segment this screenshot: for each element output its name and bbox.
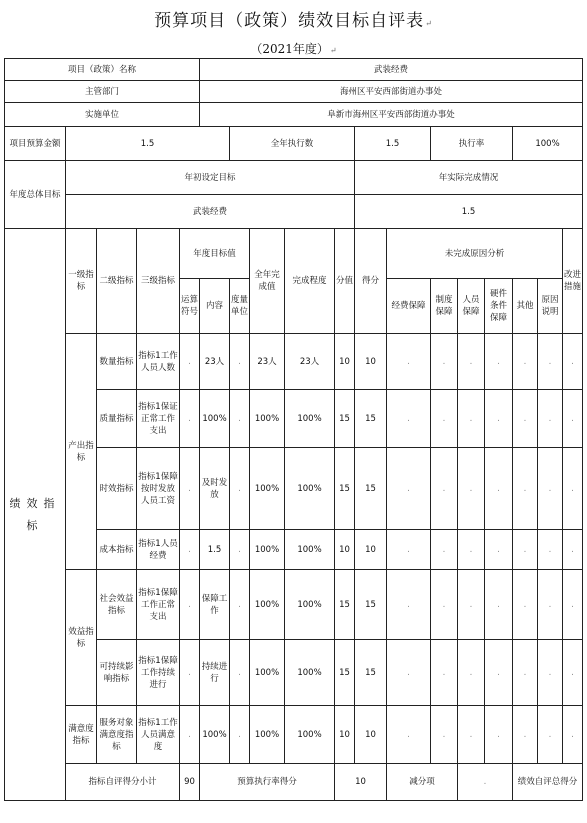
completion-cell: 100% — [285, 530, 335, 570]
actual-cell: 100% — [250, 530, 285, 570]
group-benefit: 效益指标 — [66, 570, 97, 706]
dept-value: 海州区平安西部街道办事处 — [200, 81, 583, 103]
reason-other-cell: . — [513, 448, 538, 530]
reason-system-cell: . — [431, 448, 458, 530]
header-content: 内容 — [200, 279, 230, 334]
score-cell: 15 — [355, 570, 387, 640]
reason-note-cell: . — [538, 334, 563, 390]
operator-cell: . — [180, 448, 200, 530]
header-reason-hardware: 硬件条件保障 — [485, 279, 513, 334]
weight-cell: 10 — [335, 706, 355, 764]
content-cell: 1.5 — [200, 530, 230, 570]
improve-cell: . — [563, 390, 583, 448]
score-cell: 15 — [355, 448, 387, 530]
improve-cell: . — [563, 448, 583, 530]
weight-cell: 15 — [335, 570, 355, 640]
level2-cell: 可持续影响指标 — [97, 640, 137, 706]
improve-cell: . — [563, 640, 583, 706]
header-unit: 度量单位 — [230, 279, 250, 334]
operator-cell: . — [180, 390, 200, 448]
header-reason-other: 其他 — [513, 279, 538, 334]
reason-staff-cell: . — [458, 530, 485, 570]
exec-rate-value: 100% — [513, 127, 583, 161]
completion-cell: 100% — [285, 390, 335, 448]
total-score-label: 绩效自评总得分 — [513, 764, 583, 801]
unit-cell: . — [230, 448, 250, 530]
header-improve: 改进措施 — [563, 229, 583, 334]
header-reason-funding: 经费保障 — [387, 279, 431, 334]
level3-cell: 指标1人员经费 — [137, 530, 180, 570]
reason-other-cell: . — [513, 334, 538, 390]
reason-note-cell: . — [538, 530, 563, 570]
actual-cell: 100% — [250, 448, 285, 530]
content-cell: 持续进行 — [200, 640, 230, 706]
initial-target-value: 武装经费 — [66, 195, 355, 229]
reason-system-cell: . — [431, 570, 458, 640]
content-cell: 及时发放 — [200, 448, 230, 530]
reason-staff-cell: . — [458, 334, 485, 390]
header-reasons: 未完成原因分析 — [387, 229, 563, 279]
reason-hardware-cell: . — [485, 640, 513, 706]
header-score: 得分 — [355, 229, 387, 334]
impl-unit-value: 阜新市海州区平安西部街道办事处 — [200, 103, 583, 127]
reason-note-cell: . — [538, 640, 563, 706]
reason-staff-cell: . — [458, 640, 485, 706]
reason-system-cell: . — [431, 390, 458, 448]
unit-cell: . — [230, 334, 250, 390]
reason-staff-cell: . — [458, 706, 485, 764]
header-operator: 运算符号 — [180, 279, 200, 334]
exec-rate-label: 执行率 — [431, 127, 513, 161]
actual-status-label: 年实际完成情况 — [355, 161, 583, 195]
header-reason-staff: 人员保障 — [458, 279, 485, 334]
unit-cell: . — [230, 570, 250, 640]
reason-hardware-cell: . — [485, 706, 513, 764]
actual-cell: 23人 — [250, 334, 285, 390]
header-level1: 一级指标 — [66, 229, 97, 334]
reason-system-cell: . — [431, 334, 458, 390]
header-level3: 三级指标 — [137, 229, 180, 334]
reason-staff-cell: . — [458, 448, 485, 530]
reason-hardware-cell: . — [485, 570, 513, 640]
reason-funding-cell: . — [387, 334, 431, 390]
level3-cell: 指标1保证正常工作支出 — [137, 390, 180, 448]
unit-cell: . — [230, 390, 250, 448]
project-name: 武装经费 — [200, 59, 583, 81]
level2-cell: 服务对象满意度指标 — [97, 706, 137, 764]
completion-cell: 100% — [285, 570, 335, 640]
reason-system-cell: . — [431, 530, 458, 570]
weight-cell: 15 — [335, 390, 355, 448]
content-cell: 23人 — [200, 334, 230, 390]
reason-staff-cell: . — [458, 570, 485, 640]
completion-cell: 100% — [285, 640, 335, 706]
level3-cell: 指标1工作人员满意度 — [137, 706, 180, 764]
completion-cell: 100% — [285, 706, 335, 764]
table-row — [5, 706, 583, 764]
reason-funding-cell: . — [387, 570, 431, 640]
level2-cell: 社会效益指标 — [97, 570, 137, 640]
subtotal-value: 90 — [180, 764, 200, 801]
reason-other-cell: . — [513, 530, 538, 570]
level2-cell: 成本指标 — [97, 530, 137, 570]
actual-cell: 100% — [250, 640, 285, 706]
score-cell: 10 — [355, 706, 387, 764]
reason-note-cell: . — [538, 706, 563, 764]
dept-label: 主管部门 — [5, 81, 200, 103]
reason-staff-cell: . — [458, 390, 485, 448]
improve-cell: . — [563, 334, 583, 390]
weight-cell: 15 — [335, 640, 355, 706]
table-row — [5, 334, 583, 390]
content-cell: 100% — [200, 390, 230, 448]
reason-funding-cell: . — [387, 530, 431, 570]
table-row — [5, 570, 583, 640]
reason-note-cell: . — [538, 570, 563, 640]
improve-cell: . — [563, 570, 583, 640]
deduct-label: 减分项 — [387, 764, 458, 801]
header-level2: 二级指标 — [97, 229, 137, 334]
annual-exec-label: 全年执行数 — [230, 127, 355, 161]
reason-note-cell: . — [538, 448, 563, 530]
document-subtitle: （2021年度）↵ — [250, 42, 337, 56]
level3-cell: 指标1工作人员人数 — [137, 334, 180, 390]
actual-status-value: 1.5 — [355, 195, 583, 229]
reason-other-cell: . — [513, 640, 538, 706]
score-cell: 10 — [355, 334, 387, 390]
operator-cell: . — [180, 334, 200, 390]
level3-cell: 指标1保障工作持续进行 — [137, 640, 180, 706]
level3-cell: 指标1保障按时发放人员工资 — [137, 448, 180, 530]
annual-exec-value: 1.5 — [355, 127, 431, 161]
budget-score-label: 预算执行率得分 — [200, 764, 335, 801]
subtotal-label: 指标自评得分小计 — [66, 764, 180, 801]
budget-value: 1.5 — [66, 127, 230, 161]
reason-hardware-cell: . — [485, 390, 513, 448]
impl-unit-label: 实施单位 — [5, 103, 200, 127]
level2-cell: 数量指标 — [97, 334, 137, 390]
actual-cell: 100% — [250, 390, 285, 448]
actual-cell: 100% — [250, 706, 285, 764]
actual-cell: 100% — [250, 570, 285, 640]
reason-hardware-cell: . — [485, 334, 513, 390]
self-evaluation-table — [4, 58, 583, 801]
weight-cell: 15 — [335, 448, 355, 530]
weight-cell: 10 — [335, 530, 355, 570]
initial-target-label: 年初设定目标 — [66, 161, 355, 195]
deduct-value: . — [458, 764, 513, 801]
operator-cell: . — [180, 706, 200, 764]
reason-system-cell: . — [431, 640, 458, 706]
reason-funding-cell: . — [387, 448, 431, 530]
performance-indicators-label: 绩效指标 — [5, 229, 66, 801]
document-title: 预算项目（政策）绩效目标自评表↵ — [154, 11, 433, 31]
header-weight: 分值 — [335, 229, 355, 334]
level2-cell: 质量指标 — [97, 390, 137, 448]
reason-other-cell: . — [513, 390, 538, 448]
annual-objective-label: 年度总体目标 — [5, 161, 66, 229]
budget-score-value: 10 — [335, 764, 387, 801]
content-cell: 保障工作 — [200, 570, 230, 640]
operator-cell: . — [180, 530, 200, 570]
improve-cell: . — [563, 706, 583, 764]
reason-other-cell: . — [513, 706, 538, 764]
score-cell: 15 — [355, 390, 387, 448]
unit-cell: . — [230, 706, 250, 764]
content-cell: 100% — [200, 706, 230, 764]
unit-cell: . — [230, 640, 250, 706]
group-output: 产出指标 — [66, 334, 97, 570]
header-annual-target: 年度目标值 — [180, 229, 250, 279]
completion-cell: 100% — [285, 448, 335, 530]
level3-cell: 指标1保障工作正常支出 — [137, 570, 180, 640]
reason-system-cell: . — [431, 706, 458, 764]
group-satisfaction: 满意度指标 — [66, 706, 97, 764]
header-reason-note: 原因说明 — [538, 279, 563, 334]
score-cell: 10 — [355, 530, 387, 570]
score-cell: 15 — [355, 640, 387, 706]
header-reason-system: 制度保障 — [431, 279, 458, 334]
reason-hardware-cell: . — [485, 448, 513, 530]
project-name-label: 项目（政策）名称 — [5, 59, 200, 81]
header-completion: 完成程度 — [285, 229, 335, 334]
level2-cell: 时效指标 — [97, 448, 137, 530]
weight-cell: 10 — [335, 334, 355, 390]
improve-cell: . — [563, 530, 583, 570]
header-actual-value: 全年完成值 — [250, 229, 285, 334]
operator-cell: . — [180, 640, 200, 706]
reason-note-cell: . — [538, 390, 563, 448]
budget-label: 项目预算金额 — [5, 127, 66, 161]
reason-funding-cell: . — [387, 390, 431, 448]
reason-other-cell: . — [513, 570, 538, 640]
unit-cell: . — [230, 530, 250, 570]
completion-cell: 23人 — [285, 334, 335, 390]
reason-funding-cell: . — [387, 640, 431, 706]
reason-funding-cell: . — [387, 706, 431, 764]
operator-cell: . — [180, 570, 200, 640]
reason-hardware-cell: . — [485, 530, 513, 570]
